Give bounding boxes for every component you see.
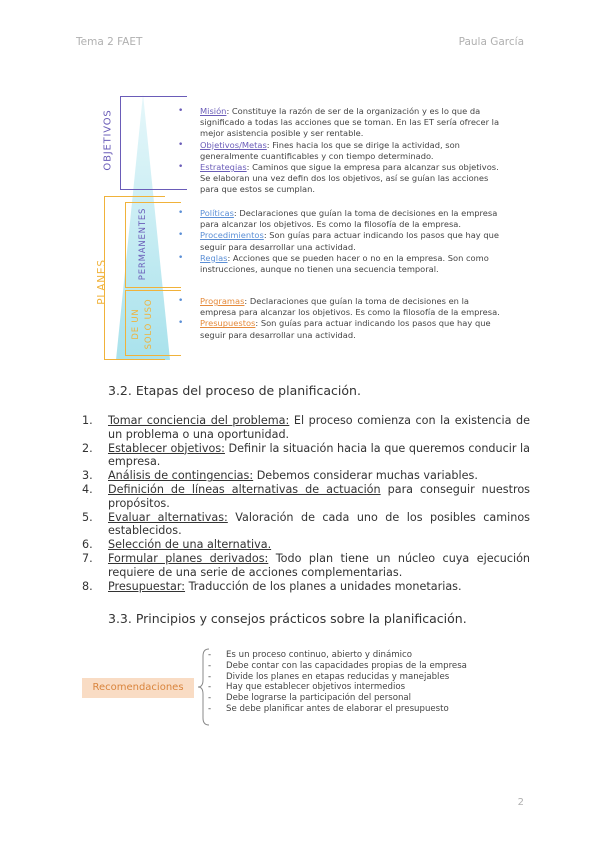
de-un-label: DE UN	[131, 308, 141, 340]
list-item: - Debe contar con las capacidades propias de la empresa	[208, 660, 467, 671]
section-title-etapas: 3.2. Etapas del proceso de planificación.	[108, 383, 361, 398]
solo-uso-label: SOLO USO	[144, 298, 154, 350]
solo-uso-list	[178, 296, 504, 341]
list-item: - Hay que establecer objetivos intermedios	[208, 682, 406, 693]
list-item: 2. Establecer objetivos: Definir la situación hacia la que queremos conducir la empresa.	[82, 441, 531, 469]
page-number: 2	[517, 797, 524, 808]
permanentes-list	[178, 208, 504, 275]
list-item: - Divide los planes en etapas reducidas y manejables	[208, 671, 450, 682]
list-item: 8. Presupuestar: Traducción de los planes a unidades monetarias.	[82, 579, 462, 593]
header-left: Tema 2 FAET	[76, 36, 143, 48]
list-item: • Objetivos/Metas: Fines hacia los que se dirige la actividad, son generalmente cuantificables y con tiempo determinado.	[178, 139, 460, 161]
list-item: • Presupuestos: Son guías para actuar indicando los pasos que hay que seguir para desarrollar una actividad.	[178, 318, 491, 340]
list-item: - Se debe planificar antes de elaborar el presupuesto	[208, 703, 449, 714]
list-item: 1. Tomar conciencia del problema: El proceso comienza con la existencia de un problema o una oportunidad.	[82, 414, 530, 441]
header-right: Paula García	[458, 36, 524, 48]
list-item: • Estrategias: Caminos que sigue la empresa para alcanzar sus objetivos. Se elaboran una vez defin dos los objetivos, así se guían las acciones para que estos se cumplan.	[178, 162, 499, 195]
objetivos-list	[178, 106, 504, 196]
list-item: 3. Análisis de contingencias: Debemos considerar muchas variables.	[82, 469, 478, 483]
etapas-list	[82, 414, 530, 593]
recomendaciones-list	[208, 650, 467, 715]
list-item: 6. Selección de una alternativa.	[82, 538, 272, 552]
list-item: • Políticas: Declaraciones que guían la toma de decisiones en la empresa para alcanzar los objetivos. Es como la filosofía de la empresa.	[178, 208, 498, 230]
permanentes-bracket	[125, 202, 181, 288]
objetivos-bracket	[120, 96, 187, 190]
planning-diagram	[96, 92, 506, 362]
list-item: • Misión: Constituye la razón de ser de la organización y es lo que da significado a todas las acciones que se toman. En las ET sería ofrecer la mejor asistencia posible y ser rentable.	[178, 106, 500, 139]
recomendaciones-box: Recomendaciones	[82, 678, 194, 698]
list-item: - Debe lograrse la participación del personal	[208, 693, 412, 704]
list-item: • Procedimientos: Son guías para actuar indicando los pasos que hay que seguir para desarrollar una actividad.	[178, 230, 499, 252]
list-item: • Programas: Declaraciones que guían la toma de decisiones en la empresa para alcanzar los objetivos. Es como la filosofía de la empresa.	[178, 296, 500, 318]
permanentes-label: PERMANENTES	[138, 207, 148, 281]
planes-label: PLANES	[96, 259, 108, 305]
objetivos-label: OBJETIVOS	[102, 109, 114, 171]
list-item: - Es un proceso continuo, abierto y dinámico	[208, 650, 413, 660]
list-item: • Reglas: Acciones que se pueden hacer o no en la empresa. Son como instrucciones, aunque no tienen una secuencia temporal.	[178, 252, 489, 275]
list-item: 7. Formular planes derivados: Todo plan tiene un núcleo cuya ejecución requiere de una serie de acciones complementarias.	[82, 551, 531, 579]
list-item: 5. Evaluar alternativas: Valoración de cada uno de los posibles caminos establecidos.	[82, 510, 531, 538]
section-title-principios: 3.3. Principios y consejos prácticos sobre la planificación.	[108, 611, 467, 626]
list-item: 4. Definición de líneas alternativas de actuación para conseguir nuestros propósitos.	[82, 482, 530, 510]
